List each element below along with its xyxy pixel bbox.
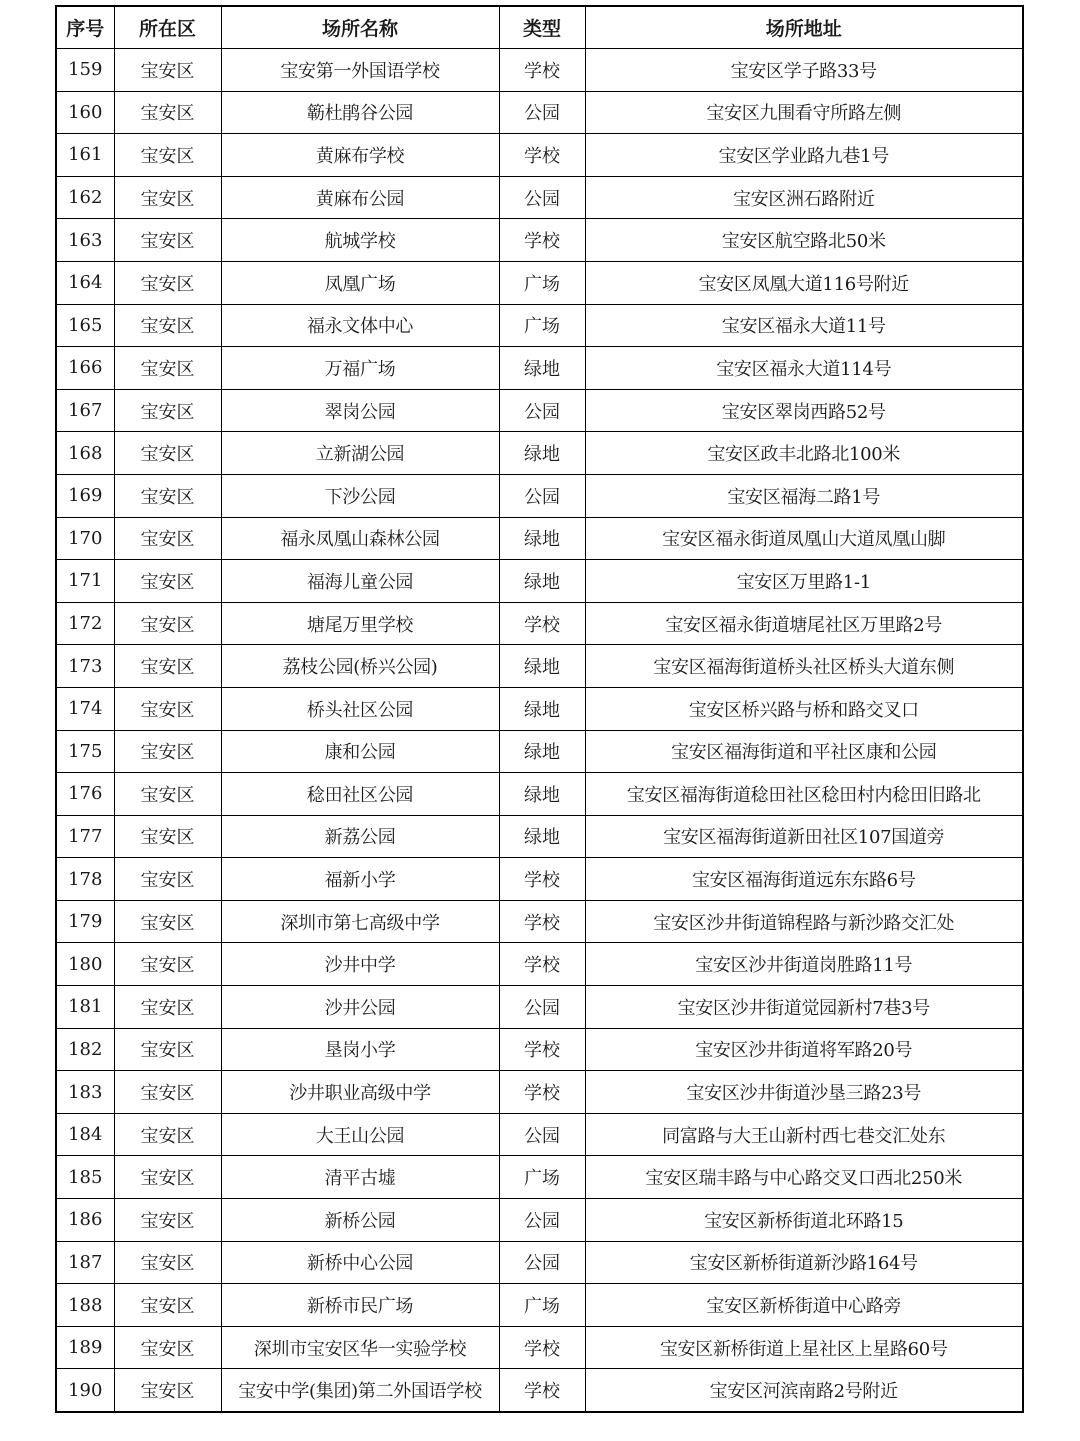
cell-venue-name: 下沙公园 [221, 474, 499, 517]
cell-address: 宝安区福海街道远东东路6号 [585, 858, 1023, 901]
cell-district: 宝安区 [114, 815, 221, 858]
cell-type: 学校 [499, 1369, 585, 1412]
cell-index: 188 [56, 1284, 114, 1327]
cell-venue-name: 宝安第一外国语学校 [221, 49, 499, 92]
cell-index: 166 [56, 347, 114, 390]
cell-address: 宝安区福海街道稔田社区稔田村内稔田旧路北 [585, 773, 1023, 816]
cell-index: 160 [56, 91, 114, 134]
cell-index: 183 [56, 1071, 114, 1114]
cell-index: 179 [56, 900, 114, 943]
cell-venue-name: 康和公园 [221, 730, 499, 773]
table-row [56, 389, 1023, 432]
cell-type: 绿地 [499, 687, 585, 730]
table-row [56, 943, 1023, 986]
cell-district: 宝安区 [114, 1071, 221, 1114]
cell-type: 广场 [499, 304, 585, 347]
cell-district: 宝安区 [114, 517, 221, 560]
cell-district: 宝安区 [114, 1199, 221, 1242]
table-row [56, 176, 1023, 219]
cell-address: 宝安区福永街道凤凰山大道凤凰山脚 [585, 517, 1023, 560]
cell-type: 学校 [499, 49, 585, 92]
cell-venue-name: 新荔公园 [221, 815, 499, 858]
cell-venue-name: 大王山公园 [221, 1113, 499, 1156]
cell-district: 宝安区 [114, 176, 221, 219]
cell-venue-name: 新桥公园 [221, 1199, 499, 1242]
table-row [56, 1156, 1023, 1199]
cell-address: 宝安区桥兴路与桥和路交叉口 [585, 687, 1023, 730]
cell-venue-name: 桥头社区公园 [221, 687, 499, 730]
table-row [56, 1369, 1023, 1412]
cell-venue-name: 立新湖公园 [221, 432, 499, 475]
cell-address: 宝安区新桥街道北环路15 [585, 1199, 1023, 1242]
cell-district: 宝安区 [114, 730, 221, 773]
cell-address: 宝安区福永大道114号 [585, 347, 1023, 390]
cell-type: 学校 [499, 900, 585, 943]
cell-index: 176 [56, 773, 114, 816]
cell-type: 学校 [499, 1028, 585, 1071]
table-row [56, 261, 1023, 304]
cell-type: 绿地 [499, 773, 585, 816]
cell-district: 宝安区 [114, 219, 221, 262]
cell-address: 宝安区洲石路附近 [585, 176, 1023, 219]
cell-address: 宝安区瑞丰路与中心路交叉口西北250米 [585, 1156, 1023, 1199]
table-row [56, 687, 1023, 730]
cell-type: 公园 [499, 176, 585, 219]
cell-venue-name: 福新小学 [221, 858, 499, 901]
cell-venue-name: 宝安中学(集团)第二外国语学校 [221, 1369, 499, 1412]
cell-type: 公园 [499, 986, 585, 1029]
header-address: 场所地址 [585, 6, 1023, 49]
cell-district: 宝安区 [114, 134, 221, 177]
cell-district: 宝安区 [114, 986, 221, 1029]
cell-venue-name: 塘尾万里学校 [221, 602, 499, 645]
table-row [56, 134, 1023, 177]
cell-district: 宝安区 [114, 858, 221, 901]
cell-type: 广场 [499, 1284, 585, 1327]
cell-type: 绿地 [499, 560, 585, 603]
cell-index: 169 [56, 474, 114, 517]
cell-address: 宝安区沙井街道锦程路与新沙路交汇处 [585, 900, 1023, 943]
cell-district: 宝安区 [114, 900, 221, 943]
cell-venue-name: 新桥中心公园 [221, 1241, 499, 1284]
table-row [56, 432, 1023, 475]
table-row [56, 815, 1023, 858]
cell-venue-name: 福永文体中心 [221, 304, 499, 347]
cell-district: 宝安区 [114, 560, 221, 603]
table-row [56, 304, 1023, 347]
cell-type: 学校 [499, 1326, 585, 1369]
cell-type: 绿地 [499, 432, 585, 475]
cell-venue-name: 深圳市宝安区华一实验学校 [221, 1326, 499, 1369]
cell-index: 170 [56, 517, 114, 560]
table-row [56, 49, 1023, 92]
venue-table [55, 5, 1024, 1413]
table-row [56, 560, 1023, 603]
cell-address: 宝安区福海街道和平社区康和公园 [585, 730, 1023, 773]
cell-address: 宝安区福永大道11号 [585, 304, 1023, 347]
table-row [56, 1113, 1023, 1156]
cell-type: 绿地 [499, 730, 585, 773]
cell-index: 163 [56, 219, 114, 262]
cell-type: 绿地 [499, 517, 585, 560]
cell-type: 公园 [499, 389, 585, 432]
cell-venue-name: 航城学校 [221, 219, 499, 262]
table-row [56, 986, 1023, 1029]
cell-district: 宝安区 [114, 389, 221, 432]
table-row [56, 602, 1023, 645]
cell-index: 173 [56, 645, 114, 688]
cell-district: 宝安区 [114, 91, 221, 134]
table-row [56, 347, 1023, 390]
cell-index: 182 [56, 1028, 114, 1071]
cell-venue-name: 簕杜鹃谷公园 [221, 91, 499, 134]
cell-index: 161 [56, 134, 114, 177]
cell-index: 177 [56, 815, 114, 858]
cell-venue-name: 万福广场 [221, 347, 499, 390]
table-row [56, 1199, 1023, 1242]
cell-district: 宝安区 [114, 773, 221, 816]
header-type: 类型 [499, 6, 585, 49]
cell-district: 宝安区 [114, 304, 221, 347]
cell-district: 宝安区 [114, 687, 221, 730]
cell-index: 189 [56, 1326, 114, 1369]
cell-district: 宝安区 [114, 1326, 221, 1369]
table-row [56, 474, 1023, 517]
cell-type: 学校 [499, 858, 585, 901]
cell-district: 宝安区 [114, 1113, 221, 1156]
cell-index: 164 [56, 261, 114, 304]
cell-venue-name: 沙井职业高级中学 [221, 1071, 499, 1114]
cell-address: 宝安区福海街道桥头社区桥头大道东侧 [585, 645, 1023, 688]
cell-district: 宝安区 [114, 474, 221, 517]
cell-type: 绿地 [499, 347, 585, 390]
header-row [56, 6, 1023, 49]
cell-venue-name: 新桥市民广场 [221, 1284, 499, 1327]
cell-address: 宝安区航空路北50米 [585, 219, 1023, 262]
cell-address: 宝安区沙井街道觉园新村7巷3号 [585, 986, 1023, 1029]
cell-venue-name: 稔田社区公园 [221, 773, 499, 816]
table-row [56, 1028, 1023, 1071]
cell-venue-name: 深圳市第七高级中学 [221, 900, 499, 943]
cell-address: 宝安区九围看守所路左侧 [585, 91, 1023, 134]
table-row [56, 645, 1023, 688]
cell-index: 171 [56, 560, 114, 603]
table-body [56, 49, 1023, 1413]
cell-address: 宝安区新桥街道新沙路164号 [585, 1241, 1023, 1284]
cell-index: 172 [56, 602, 114, 645]
cell-address: 同富路与大王山新村西七巷交汇处东 [585, 1113, 1023, 1156]
cell-index: 185 [56, 1156, 114, 1199]
table-row [56, 900, 1023, 943]
cell-venue-name: 福永凤凰山森林公园 [221, 517, 499, 560]
cell-venue-name: 翠岗公园 [221, 389, 499, 432]
cell-address: 宝安区河滨南路2号附近 [585, 1369, 1023, 1412]
cell-address: 宝安区凤凰大道116号附近 [585, 261, 1023, 304]
cell-venue-name: 福海儿童公园 [221, 560, 499, 603]
cell-address: 宝安区学子路33号 [585, 49, 1023, 92]
cell-district: 宝安区 [114, 943, 221, 986]
cell-address: 宝安区学业路九巷1号 [585, 134, 1023, 177]
table-row [56, 1071, 1023, 1114]
cell-address: 宝安区新桥街道中心路旁 [585, 1284, 1023, 1327]
cell-index: 168 [56, 432, 114, 475]
cell-district: 宝安区 [114, 1284, 221, 1327]
cell-venue-name: 荔枝公园(桥兴公园) [221, 645, 499, 688]
table-row [56, 1241, 1023, 1284]
cell-venue-name: 黄麻布学校 [221, 134, 499, 177]
table-row [56, 91, 1023, 134]
cell-index: 187 [56, 1241, 114, 1284]
cell-index: 175 [56, 730, 114, 773]
table-row [56, 219, 1023, 262]
cell-type: 学校 [499, 1071, 585, 1114]
cell-address: 宝安区福海街道新田社区107国道旁 [585, 815, 1023, 858]
cell-index: 167 [56, 389, 114, 432]
cell-type: 公园 [499, 1241, 585, 1284]
cell-district: 宝安区 [114, 602, 221, 645]
table-row [56, 730, 1023, 773]
cell-district: 宝安区 [114, 49, 221, 92]
cell-venue-name: 凤凰广场 [221, 261, 499, 304]
cell-index: 184 [56, 1113, 114, 1156]
cell-district: 宝安区 [114, 1369, 221, 1412]
cell-address: 宝安区福海二路1号 [585, 474, 1023, 517]
cell-type: 广场 [499, 261, 585, 304]
cell-type: 学校 [499, 602, 585, 645]
table-row [56, 517, 1023, 560]
cell-type: 学校 [499, 219, 585, 262]
cell-district: 宝安区 [114, 1028, 221, 1071]
cell-district: 宝安区 [114, 645, 221, 688]
cell-type: 公园 [499, 1199, 585, 1242]
cell-index: 180 [56, 943, 114, 986]
cell-type: 绿地 [499, 645, 585, 688]
cell-address: 宝安区沙井街道沙垦三路23号 [585, 1071, 1023, 1114]
cell-type: 广场 [499, 1156, 585, 1199]
cell-address: 宝安区新桥街道上星社区上星路60号 [585, 1326, 1023, 1369]
cell-type: 公园 [499, 1113, 585, 1156]
cell-venue-name: 沙井公园 [221, 986, 499, 1029]
cell-index: 181 [56, 986, 114, 1029]
cell-type: 绿地 [499, 815, 585, 858]
cell-index: 159 [56, 49, 114, 92]
cell-index: 186 [56, 1199, 114, 1242]
cell-type: 公园 [499, 474, 585, 517]
cell-venue-name: 垦岗小学 [221, 1028, 499, 1071]
cell-index: 174 [56, 687, 114, 730]
cell-district: 宝安区 [114, 1156, 221, 1199]
table-row [56, 1284, 1023, 1327]
header-venue-name: 场所名称 [221, 6, 499, 49]
cell-type: 公园 [499, 91, 585, 134]
table-row [56, 858, 1023, 901]
table-row [56, 773, 1023, 816]
cell-address: 宝安区沙井街道岗胜路11号 [585, 943, 1023, 986]
cell-index: 162 [56, 176, 114, 219]
header-district: 所在区 [114, 6, 221, 49]
cell-type: 学校 [499, 134, 585, 177]
table-row [56, 1326, 1023, 1369]
cell-district: 宝安区 [114, 1241, 221, 1284]
cell-district: 宝安区 [114, 347, 221, 390]
cell-address: 宝安区福永街道塘尾社区万里路2号 [585, 602, 1023, 645]
cell-index: 178 [56, 858, 114, 901]
cell-address: 宝安区政丰北路北100米 [585, 432, 1023, 475]
cell-address: 宝安区万里路1-1 [585, 560, 1023, 603]
cell-type: 学校 [499, 943, 585, 986]
cell-address: 宝安区沙井街道将军路20号 [585, 1028, 1023, 1071]
cell-venue-name: 黄麻布公园 [221, 176, 499, 219]
cell-venue-name: 沙井中学 [221, 943, 499, 986]
cell-district: 宝安区 [114, 261, 221, 304]
header-index: 序号 [56, 6, 114, 49]
cell-address: 宝安区翠岗西路52号 [585, 389, 1023, 432]
cell-district: 宝安区 [114, 432, 221, 475]
cell-index: 165 [56, 304, 114, 347]
cell-venue-name: 清平古墟 [221, 1156, 499, 1199]
cell-index: 190 [56, 1369, 114, 1412]
